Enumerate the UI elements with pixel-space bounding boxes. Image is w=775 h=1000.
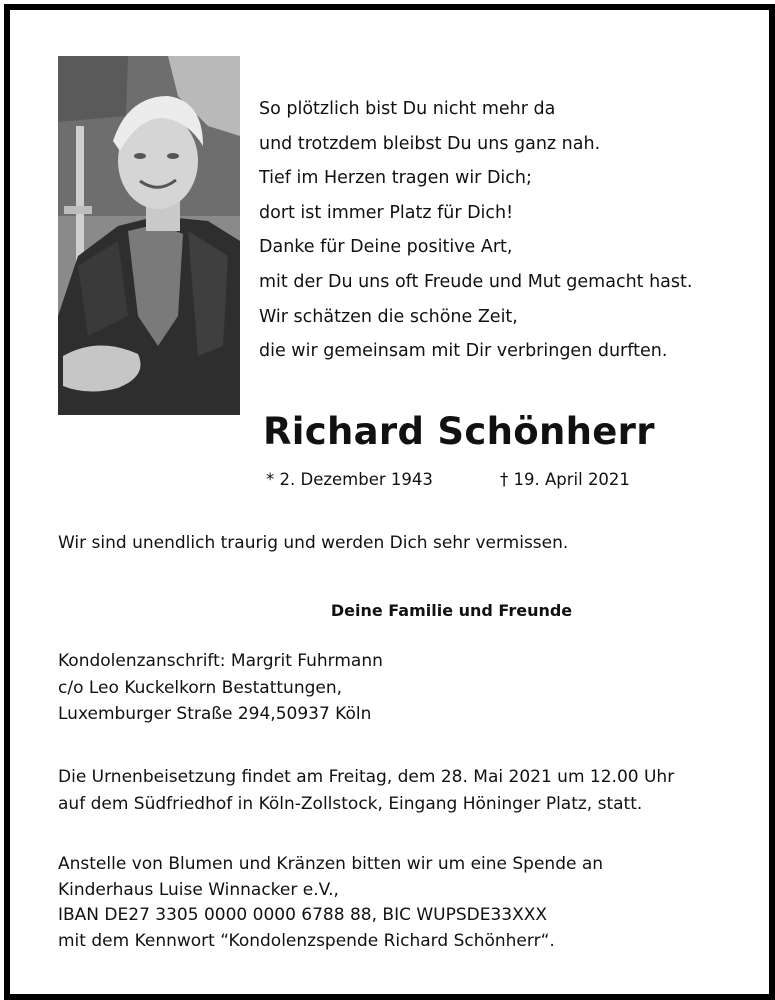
- poem-line: die wir gemeinsam mit Dir verbringen durften.: [259, 341, 668, 362]
- signature: Deine Familie und Freunde: [330, 601, 573, 620]
- poem-line: Wir schätzen die schöne Zeit,: [259, 306, 518, 327]
- obituary-frame: [4, 4, 775, 1000]
- mourning-text: Wir sind unendlich traurig und werden Dich sehr vermissen.: [58, 533, 569, 553]
- address-line: Luxemburger Straße 294,50937 Köln: [58, 704, 372, 724]
- condolence-address: [58, 648, 758, 728]
- address-line: Kondolenzanschrift: Margrit Fuhrmann: [58, 651, 383, 671]
- donation-line: Kinderhaus Luise Winnacker e.V.,: [58, 879, 339, 900]
- poem-line: und trotzdem bleibst Du uns ganz nah.: [259, 133, 601, 154]
- poem: [259, 92, 759, 369]
- poem-line: Danke für Deine positive Art,: [259, 237, 513, 258]
- death-date: † 19. April 2021: [500, 470, 630, 489]
- funeral-info: [58, 764, 758, 817]
- poem-line: Tief im Herzen tragen wir Dich;: [259, 168, 532, 189]
- donation-info: [58, 852, 758, 954]
- donation-line: mit dem Kennwort “Kondolenzspende Richard Schönherr“.: [58, 930, 555, 951]
- deceased-name: Richard Schönherr: [263, 410, 655, 453]
- funeral-line: Die Urnenbeisetzung findet am Freitag, dem 28. Mai 2021 um 12.00 Uhr: [58, 767, 675, 787]
- poem-line: dort ist immer Platz für Dich!: [259, 202, 514, 223]
- address-line: c/o Leo Kuckelkorn Bestattungen,: [58, 677, 343, 698]
- birth-date: * 2. Dezember 1943: [266, 470, 433, 489]
- poem-line: So plötzlich bist Du nicht mehr da: [259, 99, 556, 119]
- donation-line: IBAN DE27 3305 0000 0000 6788 88, BIC WUPSDE33XXX: [58, 905, 548, 925]
- portrait-photo: [58, 56, 240, 415]
- funeral-line: auf dem Südfriedhof in Köln-Zollstock, Eingang Höninger Platz, statt.: [58, 793, 643, 814]
- poem-line: mit der Du uns oft Freude und Mut gemacht hast.: [259, 271, 693, 292]
- donation-line: Anstelle von Blumen und Kränzen bitten wir um eine Spende an: [58, 854, 604, 874]
